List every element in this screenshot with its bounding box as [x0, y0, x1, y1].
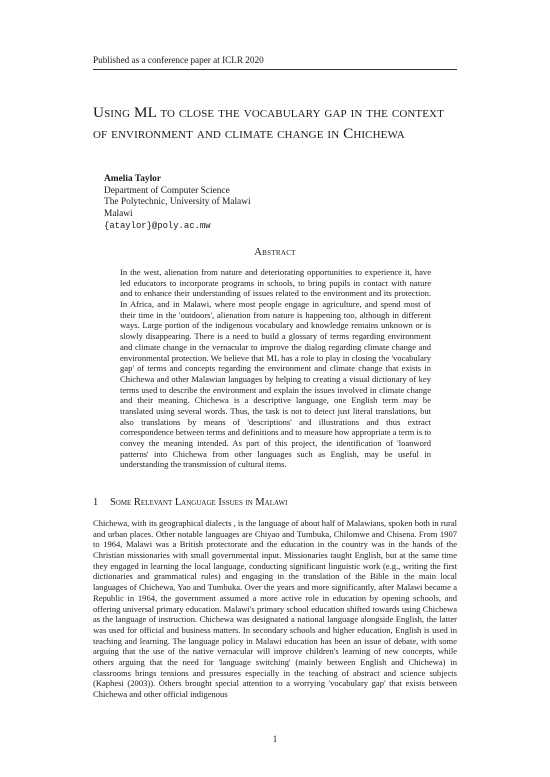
author-department: Department of Computer Science — [104, 185, 230, 196]
running-header: Published as a conference paper at ICLR 2020 — [93, 55, 264, 65]
abstract-text: In the west, alienation from nature and deteriorating opportunities to experience it, have led educators to incorporate programs in schools, to bring pupils in contact with nature and to enhance their understanding of issues related to the environment and its protection. In Africa, and in Malawi, where most people engage in agriculture, and spend most of their time in the 'outdoors', alienation from nature is happening too, although in different ways. Large portion of the indigenous vocabulary and knowledge remains unknown or is slowly disappearing. There is a need to build a glossary of terms regarding environment and climate change in the vernacular to improve the dialog regarding climate change and environmental protection. We believe that ML has a role to play in closing the 'vocabulary gap' of terms and concepts regarding the environment and climate change that exists in Chichewa and other Malawian languages by helping to creating a visual dictionary of key terms used to describe the environment and explain the issues involved in climate change and their meaning. Chichewa is a descriptive language, one English term may be translated using several words. Thus, the task is not to detect just literal translations, but also translations by means of 'descriptions' and illustrations and thus extract correspondence between terms and definitions and to measure how appropriate a term is to convey the meaning intended. As part of this project, the identification of 'loanword patterns' into Chichewa from other languages such as English, may be useful in understanding the transmission of cultural items. — [120, 267, 431, 470]
section-heading — [93, 497, 287, 508]
paper-title: Using ML to close the vocabulary gap in the context of environment and climate change in Chichewa — [93, 104, 444, 142]
page-number: 1 — [272, 734, 278, 744]
abstract-heading: Abstract — [254, 247, 296, 258]
author-block — [104, 174, 251, 233]
header-rule — [93, 69, 457, 70]
section-title: Some Relevant Language Issues in Malawi — [110, 497, 288, 508]
section-text: Chichewa, with its geographical dialects , is the language of about half of Malawians, spoken both in rural and urban places. Other notable languages are Chiyao and Tumbuka, Chilomwe and Chisena. From 1907 to 1964, Malawi was a British protectorate and the education in the country was in the hands of the Christian missionaries with small governmental input. Missionaries taught English, but at the same time they engaged in learning the local language, conducting significant linguistic work (e.g., writing the first dictionaries and grammatical rules) and engaging in the translation of the Bible in the main local languages of Chichewa, Yao and Tumbuka. Over the years and more significantly, after Malawi became a Republic in 1964, the government assumed a more active role in education by opening schools, and offering universal primary education. Malawi's primary school education shifted towards using Chichewa as the language of instruction. Chichewa was designated a national language alongside English, the latter was used for official and business matters. In secondary schools and higher education, English is used in teaching and learning. The language policy in Malawi education has been an issue of debate, with some arguing that the use of the native vernacular will improve children's learning of new concepts, while others arguing that the need for 'language switching' (mainly between English and Chichewa) in classrooms brings tensions and pressures especially in the teaching of abstract and science subjects (Kaphesi (2003)). Others brought special attention to a worrying 'vocabulary gap' that exists between Chichewa and other official indigenous — [93, 518, 457, 699]
author-email[interactable]: {ataylor}@poly.ac.mw — [104, 220, 211, 231]
author-name: Amelia Taylor — [104, 174, 162, 184]
author-location: Malawi — [104, 209, 133, 220]
section-number: 1 — [93, 497, 99, 508]
author-institution: The Polytechnic, University of Malawi — [104, 197, 251, 208]
